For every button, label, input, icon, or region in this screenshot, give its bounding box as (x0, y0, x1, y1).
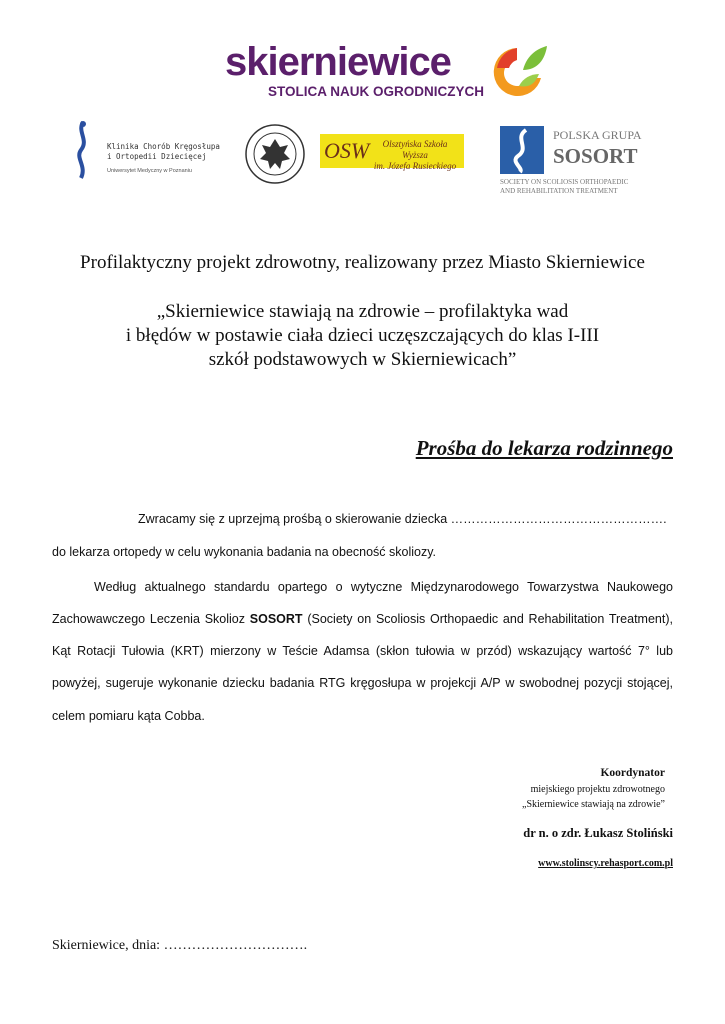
project-title-line1: „Skierniewice stawiają na zdrowie – profilaktyka wad (156, 301, 569, 322)
paragraph2-line1-text: Według aktualnego standardu opartego o wytyczne Międzynarodowego Towarzystwa Naukowego (94, 580, 673, 594)
sosort-spine-icon (500, 126, 544, 174)
paragraph2-line5: celem pomiaru kąta Cobba. (52, 709, 205, 723)
osw-line2: im. Józefa Rusieckiego (373, 161, 457, 171)
klinika-line2: i Ortopedii Dziecięcej (107, 152, 207, 161)
sosort-line3: SOCIETY ON SCOLIOSIS ORTHOPAEDIC (500, 178, 629, 186)
osw-mark: OSW (324, 138, 370, 163)
coordinator-sub2: „Skierniewice stawiają na zdrowie” (522, 799, 665, 810)
doctor-name: dr n. o zdr. Łukasz Stoliński (523, 826, 673, 840)
brand-header (0, 38, 725, 108)
project-title-line2: i błędów w postawie ciała dzieci uczęszczających do klas I-III (125, 325, 600, 346)
project-title (0, 300, 725, 372)
paragraph2-line4: powyżej, sugeruje wykonanie dziecku badania RTG kręgosłupa w projekcji A/P w swobodnej pozycji stojącej, (52, 676, 673, 690)
brand-subtitle: STOLICA NAUK OGRODNICZYCH (268, 84, 484, 99)
osw-line1: Olsztyńska Szkoła Wyższa (382, 139, 448, 160)
paragraph1-line2: do lekarza ortopedy w celu wykonania badania na obecność skoliozy. (52, 545, 437, 559)
coordinator-role: Koordynator (600, 767, 665, 779)
osw-logo (320, 134, 464, 171)
university-seal-icon (244, 123, 306, 185)
brand-leaf-icon (487, 40, 549, 102)
request-heading: Prośba do lekarza rodzinnego (415, 436, 673, 460)
paragraph2-line2-a: Zachowawczego Leczenia Skolioz (52, 612, 250, 626)
brand-name: skierniewice (225, 40, 451, 84)
website-link[interactable]: www.stolinscy.rehasport.com.pl (538, 858, 673, 869)
klinika-line3: Uniwersytet Medyczny w Poznaniu (107, 168, 192, 174)
sosort-logo (500, 124, 640, 196)
paragraph2-line2-c: (Society on Scoliosis Orthopaedic and Rehabilitation Treatment), (302, 612, 673, 626)
spine-icon (73, 120, 93, 180)
sosort-line4: AND REHABILITATION TREATMENT (500, 187, 618, 195)
project-title-line3: szkół podstawowych w Skierniewicach” (208, 349, 517, 370)
paragraph1-line1: Zwracamy się z uprzejmą prośbą o skierowanie dziecka ……………………………………………. (138, 512, 667, 526)
sosort-bold: SOSORT (249, 612, 303, 626)
klinika-line1: Klinika Chorób Kręgosłupa (107, 142, 220, 151)
coordinator-sub1: miejskiego projektu zdrowotnego (530, 784, 665, 795)
paragraph2-line2 (52, 612, 673, 626)
intro-text: Profilaktyczny projekt zdrowotny, realizowany przez Miasto Skierniewice (80, 252, 645, 273)
klinika-logo (73, 120, 220, 182)
sosort-line1: POLSKA GRUPA (553, 128, 642, 142)
paragraph2-line1 (52, 580, 673, 594)
sosort-line2: SOSORT (553, 144, 638, 168)
paragraph2-line3: Kąt Rotacji Tułowia (KRT) mierzony w Teście Adamsa (skłon tułowia w przód) wskazujący wartość 7° lub (52, 644, 673, 658)
place-date-line: Skierniewice, dnia: …………………………. (52, 938, 308, 953)
